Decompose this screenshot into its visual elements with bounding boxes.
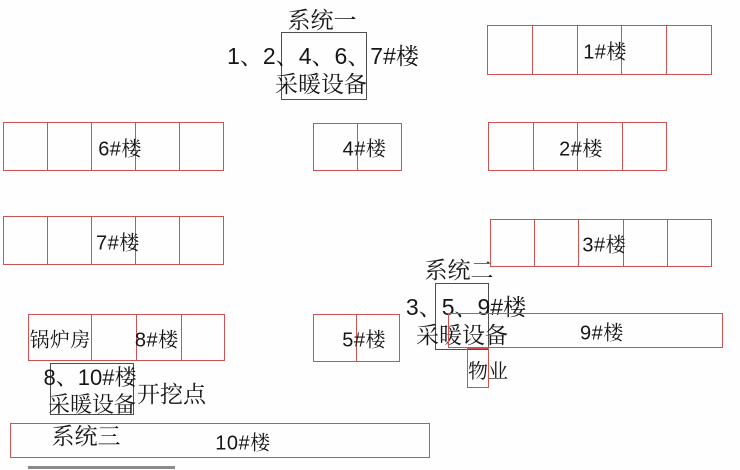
building-6 xyxy=(3,122,224,171)
system3-equipment-line1: 8、10#楼 xyxy=(43,365,137,390)
boiler-building-8-row xyxy=(28,314,225,361)
excavation-point-label: 开挖点 xyxy=(137,381,206,407)
boiler-room-label: 锅炉房 xyxy=(29,329,91,351)
property-office-label: 物业 xyxy=(468,361,508,383)
building-9 xyxy=(448,313,723,348)
system1-equipment-line2: 采暖设备 xyxy=(275,71,367,97)
building-4-label: 4#楼 xyxy=(342,138,387,161)
building-3 xyxy=(490,219,712,267)
system1-title: 系统一 xyxy=(287,7,357,33)
building-7-label: 7#楼 xyxy=(96,232,140,254)
building-5 xyxy=(313,314,400,362)
building-4 xyxy=(313,123,402,171)
building-1 xyxy=(487,25,712,75)
building-10 xyxy=(10,423,430,458)
system2-equipment-line1: 3、5、9#楼 xyxy=(405,294,527,320)
building-3-label: 3#楼 xyxy=(582,234,627,257)
system1-equipment-line1: 1、2、4、6、7#楼 xyxy=(227,43,419,69)
building-6-label: 6#楼 xyxy=(98,138,142,160)
bottom-partial-line xyxy=(28,466,175,469)
building-9-label: 9#楼 xyxy=(580,322,624,344)
system2-title: 系统二 xyxy=(424,257,494,283)
system2-equipment-line2: 采暖设备 xyxy=(416,322,508,348)
building-5-label: 5#楼 xyxy=(342,329,387,352)
system3-equipment-line2: 采暖设备 xyxy=(47,392,137,417)
building-8-label: 8#楼 xyxy=(134,329,179,351)
building-10-label: 10#楼 xyxy=(215,432,271,454)
building-2-label: 2#楼 xyxy=(559,138,603,160)
system3-title: 系统三 xyxy=(51,423,121,449)
building-7 xyxy=(3,216,224,265)
building-2 xyxy=(488,122,667,171)
building-1-label: 1#楼 xyxy=(583,41,627,64)
